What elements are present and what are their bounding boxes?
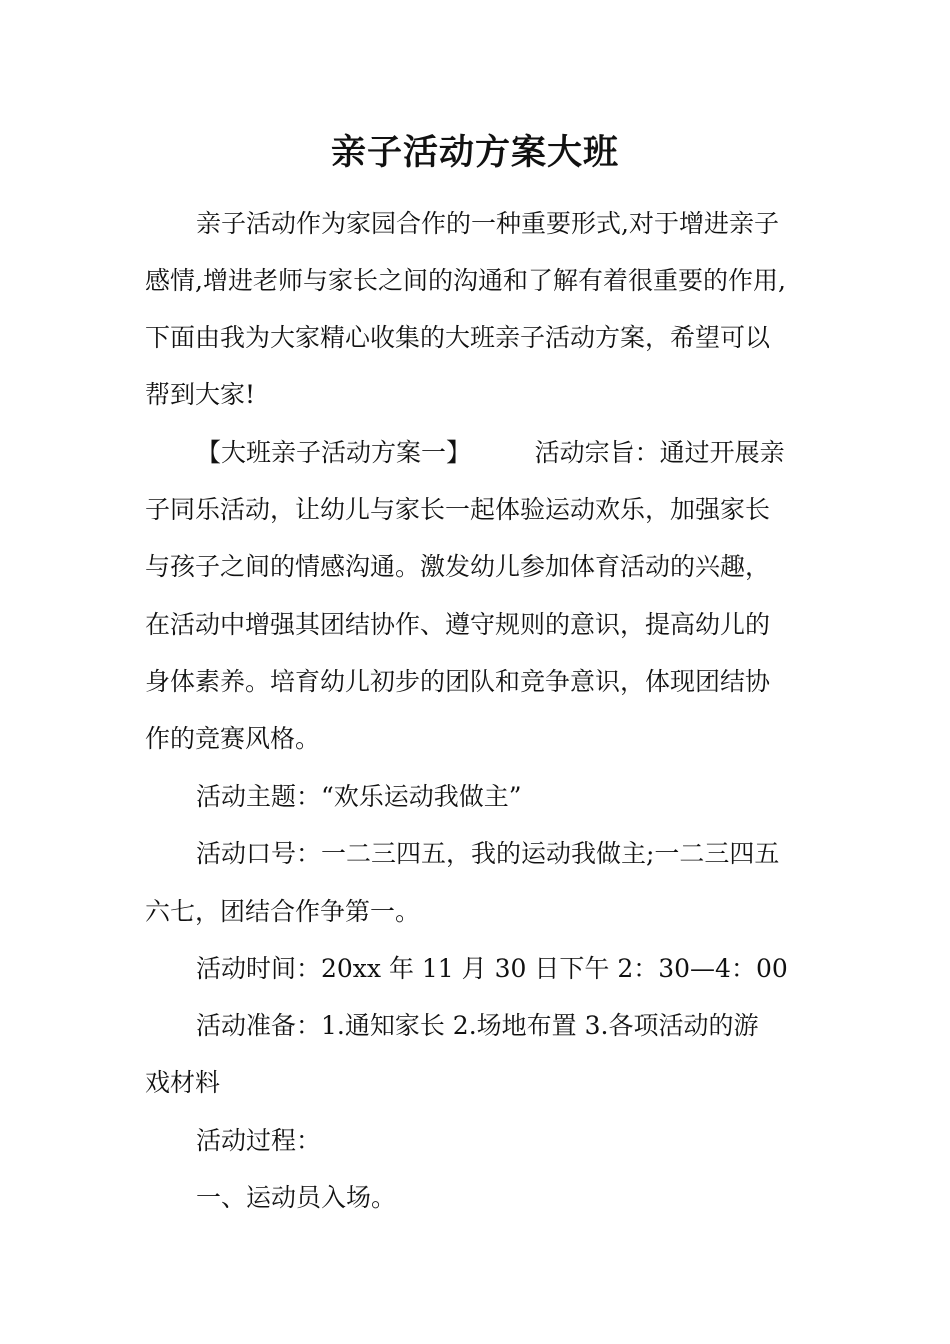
plan-one-paragraph-line: 子同乐活动，让幼儿与家长一起体验运动欢乐，加强家长 <box>145 495 771 524</box>
activity-slogan-line: 六七，团结合作争第一。 <box>145 897 421 926</box>
page-title: 亲子活动方案大班 <box>330 132 619 173</box>
activity-time-line: 活动时间：20xx 年 11 月 30 日下午 2：30—4：00 <box>196 954 788 983</box>
intro-paragraph-line: 感情,增进老师与家长之间的沟通和了解有着很重要的作用, <box>145 266 786 295</box>
plan-one-paragraph-line: 在活动中增强其团结协作、遵守规则的意识，提高幼儿的 <box>145 610 771 639</box>
process-step-item: 一、运动员入场。 <box>196 1183 397 1212</box>
activity-preparation-line: 戏材料 <box>145 1068 221 1097</box>
activity-theme-line: 活动主题：“欢乐运动我做主” <box>196 782 522 811</box>
plan-one-paragraph-line: 身体素养。培育幼儿初步的团队和竞争意识，体现团结协 <box>145 667 771 696</box>
intro-paragraph-line: 下面由我为大家精心收集的大班亲子活动方案，希望可以 <box>145 323 771 352</box>
plan-one-paragraph-line: 【大班亲子活动方案一】 活动宗旨：通过开展亲 <box>196 438 785 467</box>
plan-one-paragraph-line: 作的竞赛风格。 <box>145 724 321 753</box>
plan-one-paragraph-line: 与孩子之间的情感沟通。激发幼儿参加体育活动的兴趣， <box>145 552 771 581</box>
activity-process-label: 活动过程： <box>196 1126 322 1155</box>
activity-slogan-line: 活动口号：一二三四五，我的运动我做主;一二三四五 <box>196 839 780 868</box>
intro-paragraph-line: 亲子活动作为家园合作的一种重要形式,对于增进亲子 <box>196 209 779 238</box>
activity-preparation-line: 活动准备：1.通知家长 2.场地布置 3.各项活动的游 <box>196 1011 759 1040</box>
intro-paragraph-line: 帮到大家! <box>145 380 256 409</box>
